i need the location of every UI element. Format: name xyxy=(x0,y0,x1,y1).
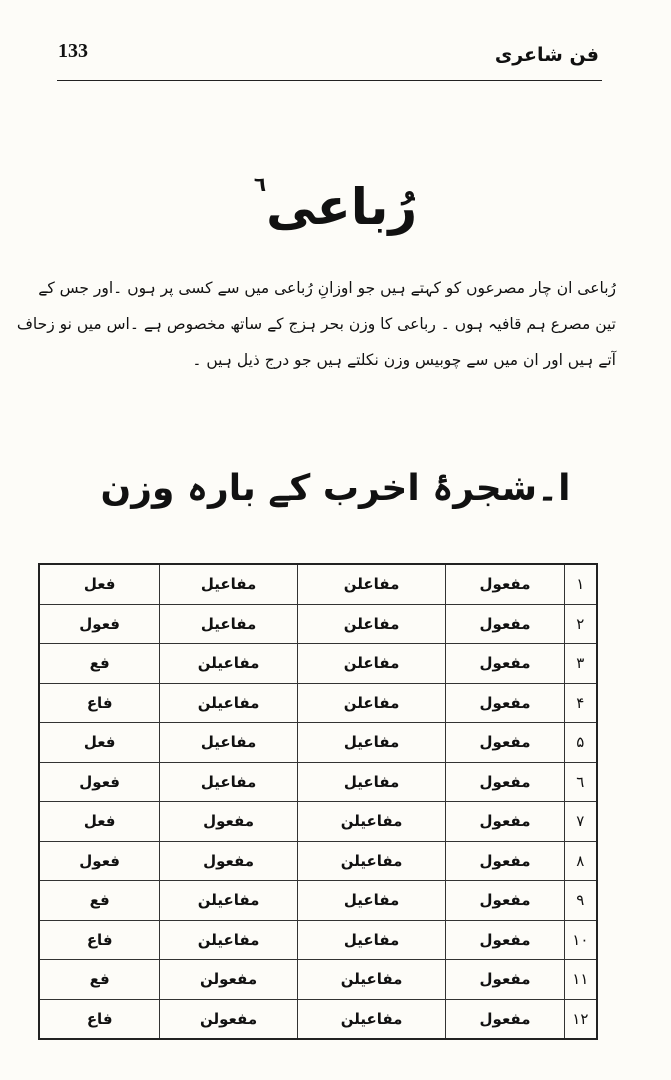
table-row xyxy=(39,762,597,802)
table-cell: فع xyxy=(39,644,160,684)
table-cell: فع xyxy=(39,881,160,921)
row-number: ۸ xyxy=(564,841,597,881)
table-cell: فعول xyxy=(39,841,160,881)
table-cell: فعول xyxy=(39,762,160,802)
table-cell: مفاعیلن xyxy=(297,999,446,1039)
table-cell: مفعول xyxy=(160,841,297,881)
table-cell: مفاعیلن xyxy=(297,802,446,842)
table-cell: فعل xyxy=(39,802,160,842)
table-cell: مفعول xyxy=(446,920,564,960)
footnote-marker: ٦ xyxy=(253,172,267,196)
page-number: 133 xyxy=(58,40,88,62)
table-row xyxy=(39,604,597,644)
table-cell: مفاعلن xyxy=(297,644,446,684)
row-number: ۱۲ xyxy=(564,999,597,1039)
row-number: ۷ xyxy=(564,802,597,842)
table-cell: مفاعیلن xyxy=(160,881,297,921)
table-cell: مفعول xyxy=(446,841,564,881)
table-cell: فعول xyxy=(39,604,160,644)
table-cell: مفعول xyxy=(446,802,564,842)
header-divider xyxy=(57,80,602,81)
row-number: ۱۱ xyxy=(564,960,597,1000)
table-cell: مفعولن xyxy=(160,960,297,1000)
table-cell: مفعول xyxy=(160,802,297,842)
table-cell: مفعول xyxy=(446,723,564,763)
intro-paragraph xyxy=(16,270,616,378)
section-heading: ا۔شجرۂ اخرب کے بارہ وزن xyxy=(100,468,571,509)
table-cell: مفعول xyxy=(446,960,564,1000)
table-cell: مفعول xyxy=(446,762,564,802)
table-cell: مفاعیل xyxy=(297,723,446,763)
table-cell: مفعولن xyxy=(160,999,297,1039)
row-number: ۵ xyxy=(564,723,597,763)
table-cell: مفاعلن xyxy=(297,564,446,604)
table-cell: مفاعیلن xyxy=(160,644,297,684)
table-cell: مفاعیل xyxy=(160,723,297,763)
table-row xyxy=(39,564,597,604)
row-number: ۱ xyxy=(564,564,597,604)
table-cell: مفاعیل xyxy=(297,920,446,960)
table-row xyxy=(39,999,597,1039)
table-cell: فعل xyxy=(39,723,160,763)
table-cell: مفعول xyxy=(446,564,564,604)
row-number: ۲ xyxy=(564,604,597,644)
table-row xyxy=(39,802,597,842)
table-cell: مفاعیل xyxy=(160,564,297,604)
table-cell: مفعول xyxy=(446,881,564,921)
table-cell: فاع xyxy=(39,683,160,723)
row-number: ۳ xyxy=(564,644,597,684)
table-cell: فع xyxy=(39,960,160,1000)
paragraph-line: آتے ہیں اور ان میں سے چوبیس وزن نکلتے ہیں جو درج ذیل ہیں ۔ xyxy=(192,351,616,369)
table-cell: مفاعیل xyxy=(160,762,297,802)
table-row xyxy=(39,920,597,960)
table-cell: مفاعیل xyxy=(297,762,446,802)
running-header-title: فن شاعری xyxy=(494,44,599,66)
table-row xyxy=(39,960,597,1000)
table-row xyxy=(39,841,597,881)
row-number: ۴ xyxy=(564,683,597,723)
table-cell: مفاعیل xyxy=(160,604,297,644)
table-cell: مفعول xyxy=(446,604,564,644)
chapter-title-text: رُباعی xyxy=(266,178,418,236)
table-cell: فعل xyxy=(39,564,160,604)
table-cell: مفاعیلن xyxy=(297,960,446,1000)
table-cell: فاع xyxy=(39,920,160,960)
table-cell: مفاعیل xyxy=(297,881,446,921)
row-number: ٦ xyxy=(564,762,597,802)
table-cell: فاع xyxy=(39,999,160,1039)
table-cell: مفعول xyxy=(446,683,564,723)
row-number: ۱۰ xyxy=(564,920,597,960)
row-number: ۹ xyxy=(564,881,597,921)
paragraph-line: رُباعی ان چار مصرعوں کو کہتے ہیں جو اوزانِ رُباعی میں سے کسی پر ہوں ۔اور جس کے xyxy=(38,279,616,297)
table-row xyxy=(39,683,597,723)
table-row xyxy=(39,881,597,921)
meter-table xyxy=(38,563,598,1040)
table-cell: مفاعیلن xyxy=(160,920,297,960)
table-cell: مفاعیلن xyxy=(297,841,446,881)
table-row xyxy=(39,723,597,763)
table-row xyxy=(39,644,597,684)
table-cell: مفعول xyxy=(446,999,564,1039)
chapter-title xyxy=(0,172,671,236)
table-cell: مفاعلن xyxy=(297,604,446,644)
table-cell: مفاعیلن xyxy=(160,683,297,723)
table-cell: مفاعلن xyxy=(297,683,446,723)
paragraph-line: تین مصرع ہم قافیہ ہوں ۔ رباعی کا وزن بحر ہزج کے ساتھ مخصوص ہے ۔اس میں نو زحاف xyxy=(16,315,616,333)
table-cell: مفعول xyxy=(446,644,564,684)
